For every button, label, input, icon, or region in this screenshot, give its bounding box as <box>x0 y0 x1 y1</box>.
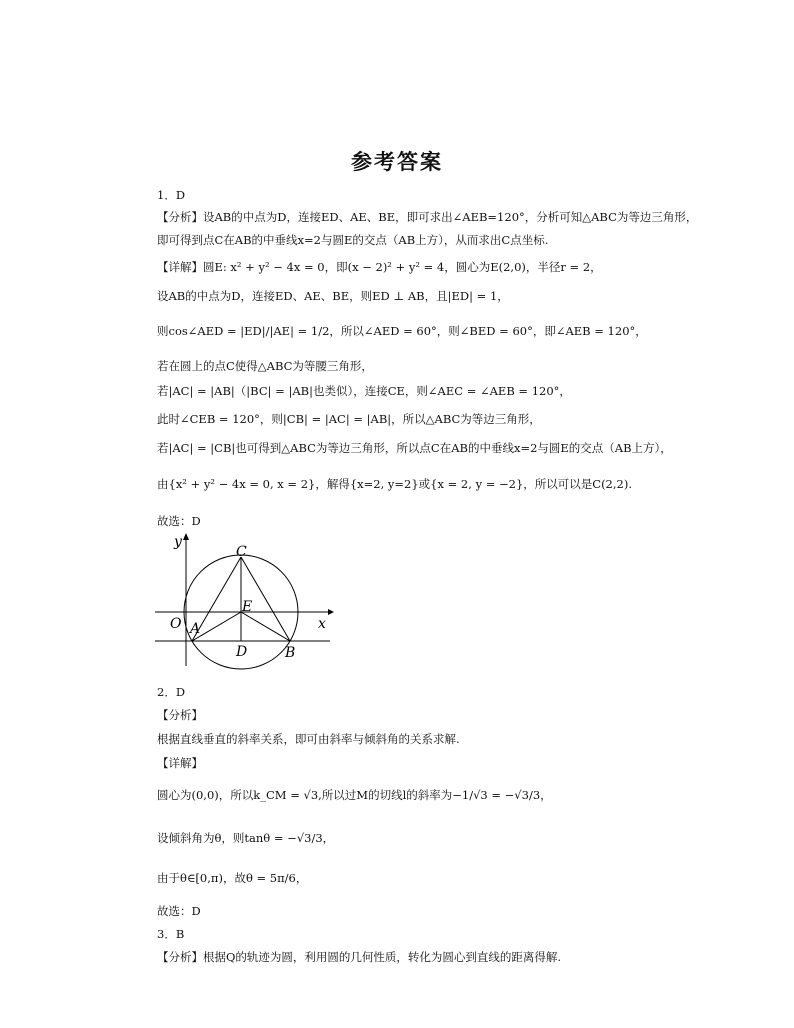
q1-detail-line-7: 若|AC| = |CB|也可得到△ABC为等边三角形，所以点C在AB的中垂线x=2与圆E的交点（AB上方）， <box>157 441 672 455</box>
q1-detail-line-2: 设AB的中点为D，连接ED、AE、BE，则ED ⊥ AB，且|ED| = 1， <box>157 289 509 303</box>
q2-analysis-heading: 【分析】 <box>157 708 203 722</box>
q3-analysis-line: 【分析】根据Q的轨迹为圆，利用圆的几何性质，转化为圆心到直线的距离得解. <box>157 950 562 964</box>
label-a: A <box>190 621 201 637</box>
x-axis-arrow <box>328 609 334 615</box>
label-e: E <box>242 599 253 615</box>
y-axis-arrow <box>183 533 189 540</box>
q1-detail-line-6: 此时∠CEB = 120°，则|CB| = |AC| = |AB|，所以△ABC为等边三角形， <box>157 412 541 426</box>
label-b: B <box>285 645 296 661</box>
label-d: D <box>236 644 248 660</box>
q2-analysis-line: 根据直线垂直的斜率关系，即可由斜率与倾斜角的关系求解. <box>157 732 460 746</box>
q1-detail-line-5: 若|AC| = |AB|（|BC| = |AB|也类似），连接CE，则∠AEC = ∠AEB = 120°， <box>157 384 571 398</box>
q2-detail-heading: 【详解】 <box>157 756 203 770</box>
label-o: O <box>170 616 182 632</box>
q2-detail-line-3: 由于θ∈[0,π)，故θ = 5π/6， <box>157 871 308 885</box>
q1-detail-line-3: 则cos∠AED = |ED|/|AE| = 1/2，所以∠AED = 60°，则∠BED = 60°，即∠AEB = 120°， <box>157 324 647 338</box>
label-c: C <box>236 544 247 560</box>
page-title: 参考答案 <box>351 150 443 174</box>
q2-answer: 故选：D <box>157 904 201 918</box>
q1-detail-line-4: 若在圆上的点C使得△ABC为等腰三角形， <box>157 359 373 373</box>
q2-detail-line-2: 设倾斜角为θ，则tanθ = −√3/3， <box>157 831 335 845</box>
q2-detail-line-1: 圆心为(0,0)，所以k_CM = √3,所以过M的切线l的斜率为−1/√3 = −√3/3， <box>157 788 552 802</box>
q1-number: 1．D <box>157 188 186 202</box>
q1-answer: 故选：D <box>157 514 201 528</box>
label-x: x <box>318 616 326 632</box>
label-y: y <box>174 534 182 550</box>
q1-detail-line-8: 由{x² + y² − 4x = 0, x = 2}，解得{x=2, y=2}或{x = 2, y = −2}，所以可以是C(2,2). <box>157 477 632 491</box>
q1-analysis-line-1: 【分析】设AB的中点为D，连接ED、AE、BE，即可求出∠AEB=120°，分析可知△ABC为等边三角形， <box>157 210 698 224</box>
q1-circle-figure <box>150 530 340 670</box>
q3-number: 3．B <box>157 927 185 941</box>
segment-eb <box>241 612 290 641</box>
q1-analysis-line-2: 即可得到点C在AB的中垂线x=2与圆E的交点（AB上方），从而求出C点坐标. <box>157 233 549 247</box>
q1-detail-line-1: 【详解】圆E: x² + y² − 4x = 0，即(x − 2)² + y² = 4，圆心为E(2,0)，半径r = 2， <box>157 260 602 274</box>
q2-number: 2．D <box>157 685 186 699</box>
